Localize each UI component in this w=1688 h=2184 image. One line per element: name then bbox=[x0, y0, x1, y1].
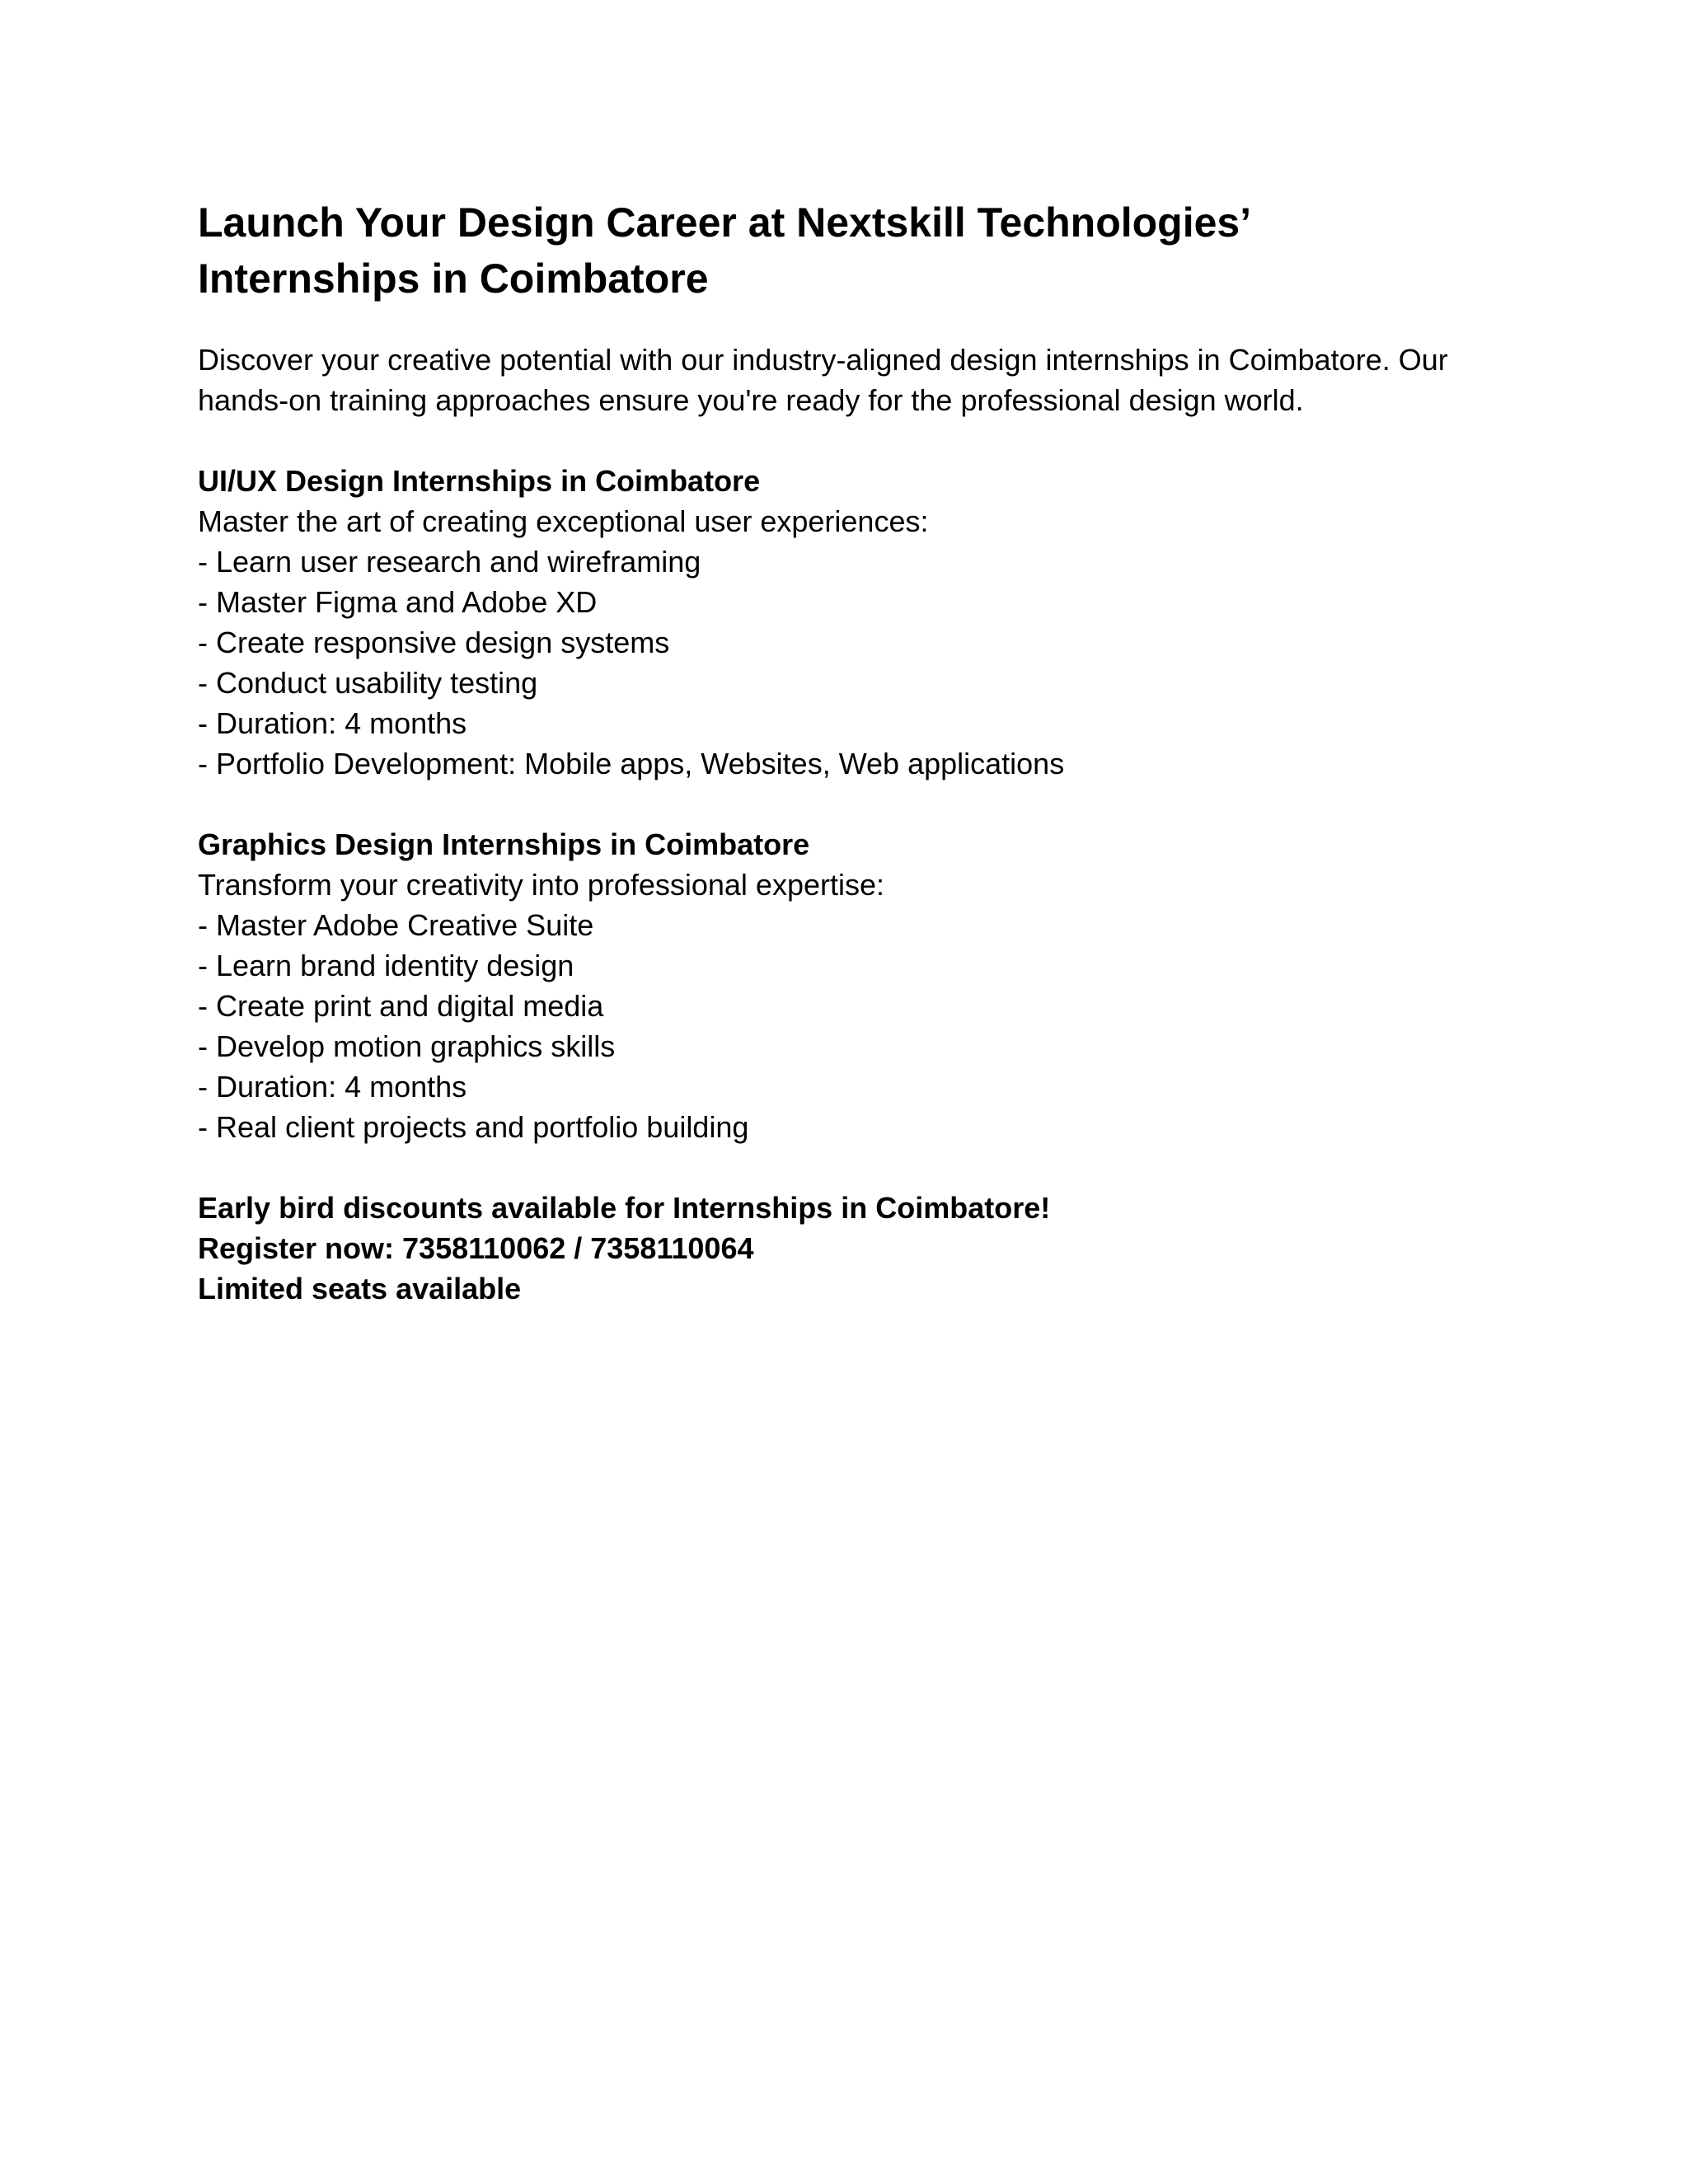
section-lead: Master the art of creating exceptional user experiences: bbox=[198, 504, 929, 538]
list-item: - Create responsive design systems bbox=[198, 626, 670, 659]
page-title-line-2: Internships in Coimbatore bbox=[198, 255, 709, 302]
list-item: - Duration: 4 months bbox=[198, 706, 467, 740]
page-title bbox=[198, 194, 1517, 307]
list-item: - Master Figma and Adobe XD bbox=[198, 585, 598, 619]
list-item: - Learn user research and wireframing bbox=[198, 545, 701, 579]
list-item: - Conduct usability testing bbox=[198, 666, 538, 700]
bullet-list bbox=[198, 541, 1517, 784]
call-to-action bbox=[198, 1188, 1517, 1309]
page-title-line-1: Launch Your Design Career at Nextskill Technologies’ bbox=[198, 199, 1252, 246]
list-item: - Duration: 4 months bbox=[198, 1070, 467, 1104]
list-item: - Real client projects and portfolio building bbox=[198, 1110, 749, 1144]
list-item: - Learn brand identity design bbox=[198, 949, 574, 982]
section-heading: Graphics Design Internships in Coimbatore bbox=[198, 827, 810, 861]
seats-text: Limited seats available bbox=[198, 1272, 522, 1305]
section-heading: UI/UX Design Internships in Coimbatore bbox=[198, 464, 761, 498]
list-item: - Portfolio Development: Mobile apps, Websites, Web applications bbox=[198, 747, 1065, 780]
section-graphics bbox=[198, 824, 1517, 1147]
register-text: Register now: 7358110062 / 7358110064 bbox=[198, 1231, 754, 1265]
bullet-list bbox=[198, 905, 1517, 1147]
document-content bbox=[198, 194, 1517, 1309]
intro-paragraph bbox=[198, 340, 1517, 420]
intro-line-1: Discover your creative potential with our industry-aligned design internships in Coimbatore. Our bbox=[198, 343, 1448, 377]
discount-text: Early bird discounts available for Internships in Coimbatore! bbox=[198, 1191, 1051, 1225]
section-uiux bbox=[198, 461, 1517, 784]
section-lead: Transform your creativity into professional expertise: bbox=[198, 868, 884, 902]
list-item: - Master Adobe Creative Suite bbox=[198, 908, 594, 942]
list-item: - Develop motion graphics skills bbox=[198, 1029, 616, 1063]
intro-line-2: hands-on training approaches ensure you're ready for the professional design world. bbox=[198, 383, 1304, 417]
list-item: - Create print and digital media bbox=[198, 989, 604, 1023]
